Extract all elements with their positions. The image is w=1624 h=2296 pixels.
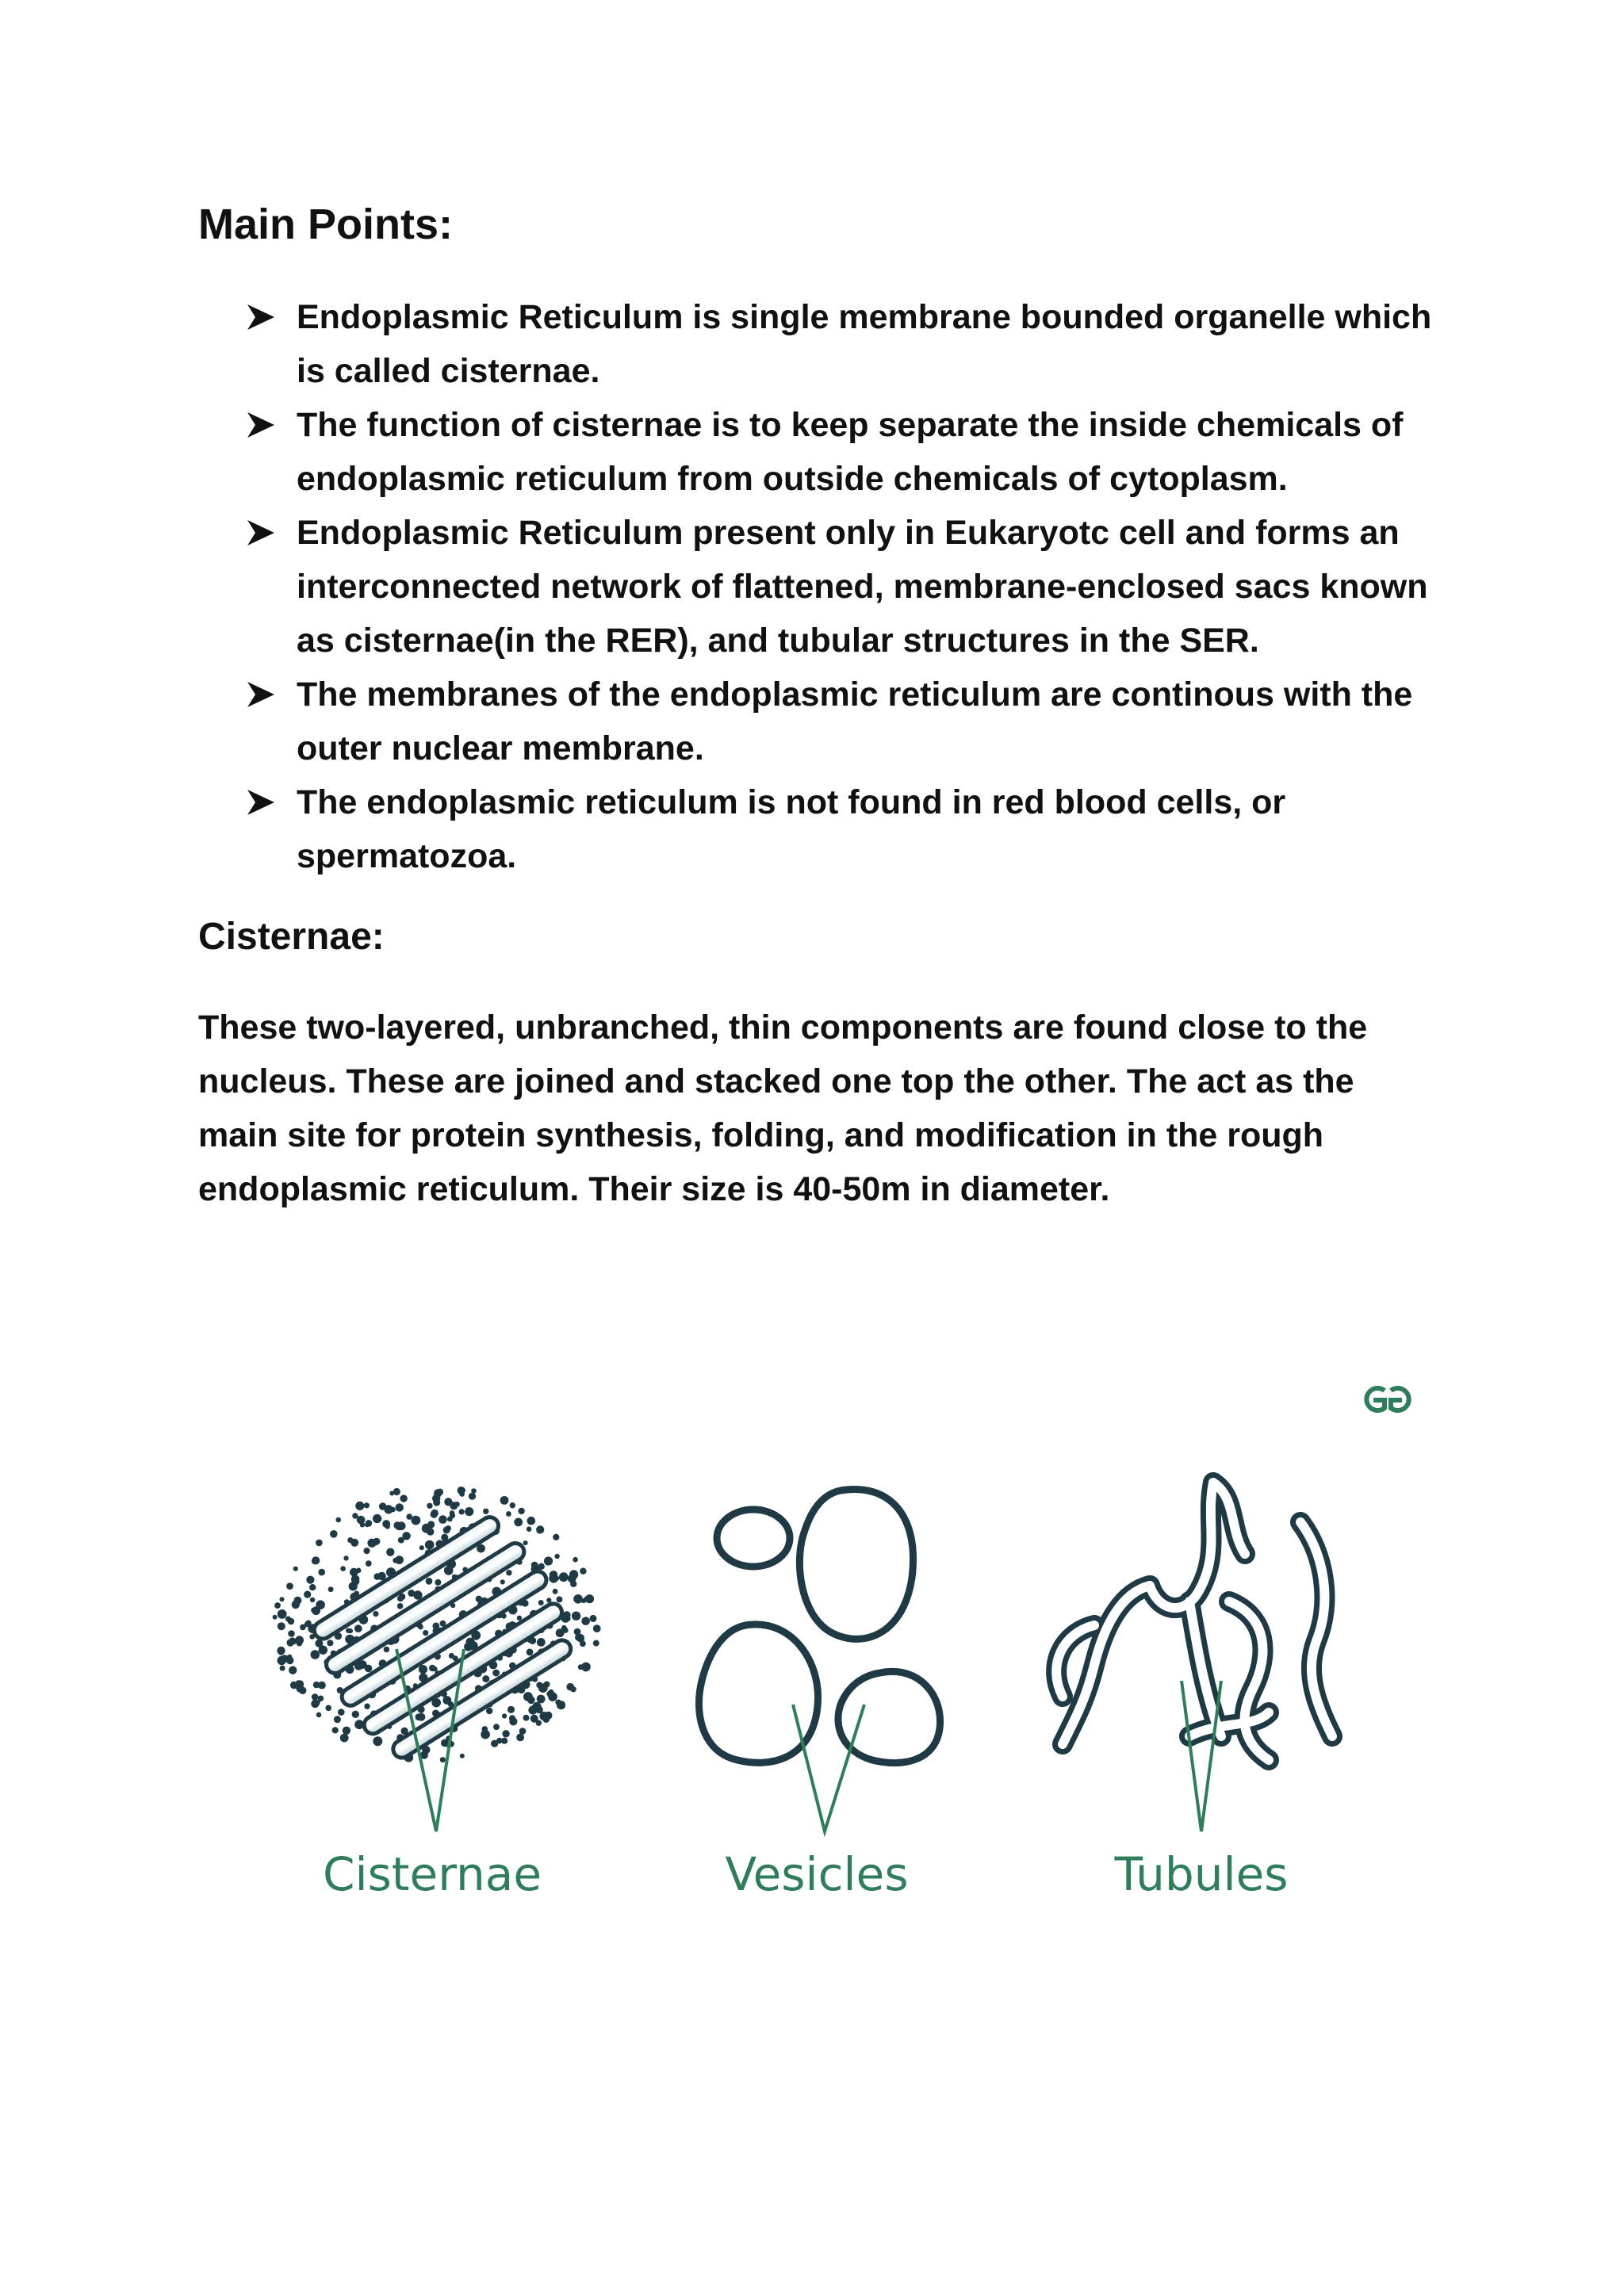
list-item [246, 775, 1451, 883]
ribosome-dot [285, 1617, 291, 1622]
ribosome-dot [486, 1708, 492, 1714]
arrow-bullet-icon [246, 788, 276, 817]
ribosome-dot [517, 1616, 522, 1621]
ribosome-dot [482, 1726, 488, 1732]
ribosome-dot [379, 1502, 387, 1510]
ribosome-dot [450, 1510, 455, 1516]
ribosome-dot [546, 1598, 551, 1602]
label-cisternae: Cisternae [322, 1847, 542, 1901]
ribosome-dot [465, 1507, 473, 1516]
ribosome-dot [355, 1502, 364, 1510]
ribosome-dot [292, 1601, 300, 1609]
ribosome-dot [310, 1598, 315, 1602]
ribosome-dot [366, 1520, 373, 1527]
ribosome-dot [422, 1524, 431, 1533]
ribosome-dot [580, 1568, 586, 1575]
ribosome-dot [384, 1647, 390, 1653]
ribosome-dot [290, 1638, 297, 1644]
ribosome-dot [469, 1493, 476, 1500]
list-item-text: Endoplasmic Reticulum present only in Eukaryotc cell and forms an interconnected network of flattened, membrane-enclosed sacs known as cisternae(in the RER), and tubular structures in the SER. [297, 514, 1428, 660]
heading-main-points: Main Points: [198, 201, 453, 248]
ribosome-dot [312, 1693, 319, 1701]
ribosome-dot [563, 1611, 571, 1619]
ribosome-dot [431, 1510, 439, 1517]
ribosome-dot [309, 1584, 316, 1590]
ribosome-dot [343, 1727, 350, 1735]
ribosome-dot [425, 1540, 435, 1550]
ribosome-dot [523, 1715, 530, 1721]
ribosome-dot [293, 1567, 298, 1571]
ribosome-dot [288, 1630, 295, 1637]
list-item-text: The endoplasmic reticulum is not found in red blood cells, or spermatozoa. [297, 783, 1286, 875]
list-item-text: The membranes of the endoplasmic reticulum are continous with the outer nuclear membrane. [297, 675, 1413, 767]
ribosome-dot [278, 1622, 285, 1630]
ribosome-dot [482, 1675, 489, 1682]
ribosome-dot [542, 1716, 550, 1723]
ribosome-dot [510, 1502, 515, 1508]
ribosome-dot [340, 1566, 346, 1571]
ribosome-dot [572, 1612, 580, 1621]
ribosome-dot [352, 1711, 359, 1718]
ribosome-dot [483, 1509, 488, 1514]
ribosome-dot [327, 1640, 333, 1646]
ribosome-dot [516, 1734, 524, 1742]
ribosome-dot [316, 1712, 322, 1718]
ribosome-dot [578, 1664, 584, 1670]
ribosome-dot [419, 1545, 424, 1550]
ribosome-dot [350, 1539, 358, 1547]
list-item [246, 290, 1451, 398]
ribosome-dot [373, 1736, 382, 1746]
ribosome-dot [550, 1571, 558, 1579]
ribosome-dot [311, 1608, 316, 1613]
ribosome-dot [356, 1568, 362, 1574]
ribosome-dot [449, 1653, 454, 1659]
arrow-bullet-icon [246, 303, 276, 331]
ribosome-dot [318, 1569, 325, 1576]
ribosome-dot [429, 1665, 435, 1671]
list-item-text: Endoplasmic Reticulum is single membrane bounded organelle which is called cisternae. [297, 298, 1432, 390]
ribosome-dot [419, 1665, 427, 1674]
ribosome-dot [544, 1556, 553, 1565]
ribosome-dot [593, 1640, 599, 1647]
ribosome-dot [313, 1682, 320, 1688]
ribosome-dot [278, 1609, 287, 1619]
ribosome-dot [373, 1514, 381, 1523]
ribosome-dot [593, 1624, 601, 1632]
ribosome-dot [343, 1556, 348, 1560]
ribosome-dot [568, 1575, 576, 1583]
ribosome-dot [397, 1595, 404, 1601]
ribosome-dot [444, 1566, 454, 1575]
ribosome-dot [590, 1615, 597, 1622]
ribosome-dot [328, 1586, 334, 1592]
ribosome-dot [537, 1695, 546, 1704]
ribosome-dot [311, 1700, 319, 1708]
ribosome-dot [536, 1720, 542, 1726]
ribosome-dot [296, 1685, 304, 1693]
ribosome-dot [491, 1740, 498, 1747]
ribosome-dot [493, 1724, 500, 1730]
ribosome-dot [527, 1649, 534, 1656]
heading-cisternae: Cisternae: [198, 916, 385, 958]
ribosome-dot [334, 1716, 341, 1723]
er-forms-illustration [238, 1364, 1443, 1934]
ribosome-dot [581, 1617, 590, 1625]
ribosome-dot [325, 1705, 331, 1712]
ribosome-dot [554, 1554, 559, 1559]
list-item [246, 398, 1451, 506]
ribosome-dot [363, 1548, 370, 1554]
ribosome-dot [417, 1713, 425, 1721]
ribosome-dot [273, 1615, 278, 1620]
ribosome-dot [581, 1598, 586, 1603]
ribosome-dot [393, 1521, 401, 1529]
ribosome-dot [395, 1556, 404, 1564]
ribosome-dot [553, 1534, 559, 1540]
ribosome-dot [519, 1728, 527, 1735]
ribosome-dot [523, 1540, 528, 1545]
ribosome-dot [346, 1628, 350, 1633]
ribosome-dot [280, 1597, 285, 1601]
ribosome-dot [382, 1520, 390, 1528]
ribosome-dot [296, 1680, 301, 1685]
ribosome-dot [365, 1665, 373, 1673]
ribosome-dot [364, 1502, 370, 1508]
ribosome-dot [435, 1579, 441, 1586]
ribosome-dot [509, 1715, 515, 1721]
ribosome-dot [459, 1509, 465, 1514]
ribosome-dot [364, 1704, 370, 1709]
ribosome-dot [412, 1516, 421, 1525]
list-item [246, 668, 1451, 775]
ribosome-dot [454, 1502, 460, 1507]
ribosome-dot [500, 1579, 505, 1584]
ribosome-dot [312, 1558, 318, 1564]
ribosome-dot [354, 1624, 362, 1632]
ribosome-dot [426, 1578, 433, 1585]
ribosome-dot [340, 1734, 349, 1743]
ribosome-dot [573, 1594, 583, 1604]
ribosome-dot [434, 1489, 442, 1497]
ribosome-dot [286, 1582, 293, 1590]
list-item [246, 506, 1451, 668]
ribosome-dot [508, 1706, 515, 1713]
arrow-bullet-icon [246, 519, 276, 547]
ribosome-dot [559, 1572, 569, 1582]
ribosome-dot [501, 1738, 508, 1744]
ribosome-dot [527, 1526, 532, 1532]
ribosome-dot [506, 1511, 511, 1517]
vesicles-shape [699, 1489, 940, 1831]
ribosome-dot [471, 1488, 477, 1494]
ribosome-dot [427, 1503, 432, 1509]
ribosome-dot [281, 1655, 289, 1663]
ribosome-dot [502, 1730, 509, 1737]
ribosome-dot [447, 1517, 453, 1522]
ribosome-dot [396, 1503, 404, 1511]
ribosome-dot [332, 1727, 339, 1733]
ribosome-dot [562, 1628, 568, 1633]
ribosome-dot [580, 1640, 586, 1647]
ribosome-dot [536, 1525, 544, 1533]
ribosome-dot [367, 1539, 376, 1548]
ribosome-dot [514, 1518, 523, 1527]
ribosome-dot [459, 1487, 465, 1494]
ribosome-dot [304, 1591, 311, 1598]
ribosome-dot [443, 1526, 450, 1533]
ribosome-dot [278, 1649, 284, 1655]
ribosome-dot [492, 1670, 500, 1677]
ribosome-dot [570, 1686, 576, 1692]
ribosome-dot [441, 1739, 449, 1747]
ribosome-dot [357, 1516, 366, 1525]
ribosome-dot [423, 1630, 428, 1636]
er-shapes-drawing [238, 1364, 1443, 1839]
label-vesicles: Vesicles [725, 1847, 909, 1901]
ribosome-dot [338, 1709, 345, 1716]
ribosome-dot [400, 1494, 407, 1502]
ribosome-dot [351, 1575, 360, 1584]
ribosome-dot [280, 1666, 285, 1671]
ribosome-dot [460, 1754, 465, 1758]
ribosome-dot [289, 1667, 297, 1674]
ribosome-dot [548, 1692, 557, 1701]
list-item-text: The function of cisternae is to keep separate the inside chemicals of endoplasmic reticulum from outside chemicals of cytoplasm. [297, 406, 1404, 498]
ribosome-dot [518, 1508, 524, 1514]
arrow-bullet-icon [246, 680, 276, 709]
ribosome-dot [544, 1682, 550, 1688]
ribosome-dot [300, 1624, 306, 1631]
ribosome-dot [500, 1496, 509, 1505]
cisternae-shape [273, 1487, 601, 1831]
ribosome-dot [553, 1589, 558, 1594]
ribosome-dot [397, 1603, 404, 1609]
ribosome-dot [527, 1517, 536, 1525]
label-tubules: Tubules [1114, 1847, 1289, 1901]
ribosome-dot [527, 1697, 535, 1705]
ribosome-dot [573, 1557, 578, 1563]
ribosome-dot [440, 1757, 446, 1762]
ribosome-dot [386, 1548, 394, 1556]
arrow-bullet-icon [246, 411, 276, 439]
ribosome-dot [506, 1570, 511, 1575]
cisternae-paragraph: These two-layered, unbranched, thin components are found close to the nucleus. These are joined and stacked one top the other. The act as the main site for protein synthesis, folding, and modification in the rough endoplasmic reticulum. Their size is 40-50m in diameter. [198, 1008, 1368, 1208]
ribosome-dot [439, 1515, 447, 1524]
ribosome-dot [274, 1602, 281, 1609]
ribosome-dot [318, 1696, 324, 1702]
ribosome-dot [398, 1537, 404, 1544]
ribosome-dot [556, 1596, 562, 1602]
ribosome-dot [557, 1701, 565, 1709]
ribosome-dot [316, 1540, 323, 1547]
ribosome-dot [366, 1560, 372, 1567]
ribosome-dot [393, 1488, 400, 1495]
ribosome-dot [330, 1530, 338, 1538]
ribosome-dot [335, 1517, 341, 1523]
ribosome-dot [502, 1713, 507, 1718]
ribosome-dot [538, 1600, 544, 1605]
ribosome-dot [537, 1638, 546, 1647]
ribosome-dot [373, 1611, 378, 1617]
ribosome-dot [311, 1650, 320, 1659]
ribosome-dot [306, 1576, 314, 1584]
main-points-list [246, 290, 1451, 883]
